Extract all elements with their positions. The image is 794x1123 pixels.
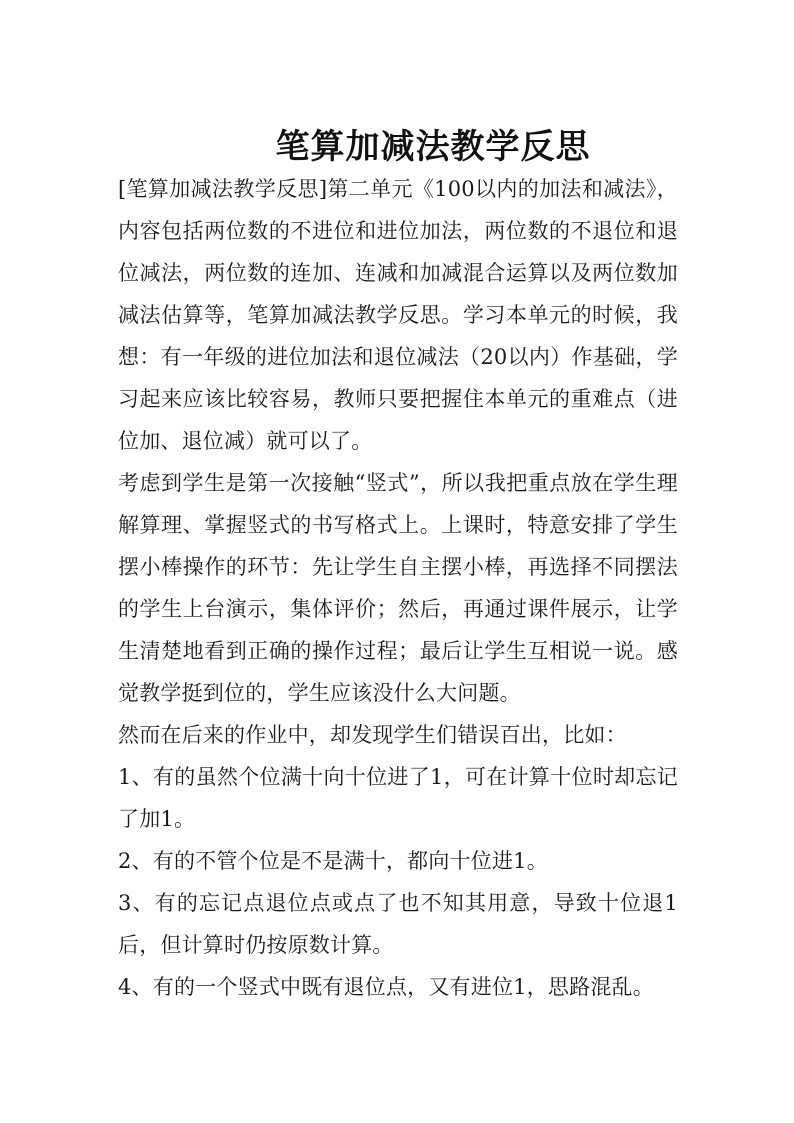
list-item-error-1: 1、有的虽然个位满十向十位进了1，可在计算十位时却忘记了加1。 xyxy=(118,765,678,831)
document-body xyxy=(118,168,678,1008)
paragraph-teaching: 考虑到学生是第一次接触“竖式”，所以我把重点放在学生理解算理、掌握竖式的书写格式上。上课时，特意安排了学生摆小棒操作的环节：先让学生自主摆小棒，再选择不同摆法的学生上台演示，集体评价；然后，再通过课件展示，让学生清楚地看到正确的操作过程；最后让学生互相说一说。感觉教学挺到位的，学生应该没什么大问题。 xyxy=(118,471,678,705)
paragraph-intro: [笔算加减法教学反思]第二单元《100以内的加法和减法》，内容包括两位数的不进位和进位加法，两位数的不退位和退位减法，两位数的连加、连减和加减混合运算以及两位数加减法估算等，笔算加减法教学反思。学习本单元的时候，我想：有一年级的进位加法和退位减法（20以内）作基础，学习起来应该比较容易，教师只要把握住本单元的重难点（进位加、退位减）就可以了。 xyxy=(118,177,678,453)
list-item-error-3: 3、有的忘记点退位点或点了也不知其用意，导致十位退1后，但计算时仍按原数计算。 xyxy=(118,891,678,957)
list-item-error-2: 2、有的不管个位是不是满十，都向十位进1。 xyxy=(118,849,548,873)
list-item-error-4: 4、有的一个竖式中既有退位点，又有进位1，思路混乱。 xyxy=(118,975,654,999)
document-title: 笔算加减法教学反思 xyxy=(275,126,591,167)
paragraph-errors-intro: 然而在后来的作业中，却发现学生们错误百出，比如： xyxy=(118,723,627,747)
